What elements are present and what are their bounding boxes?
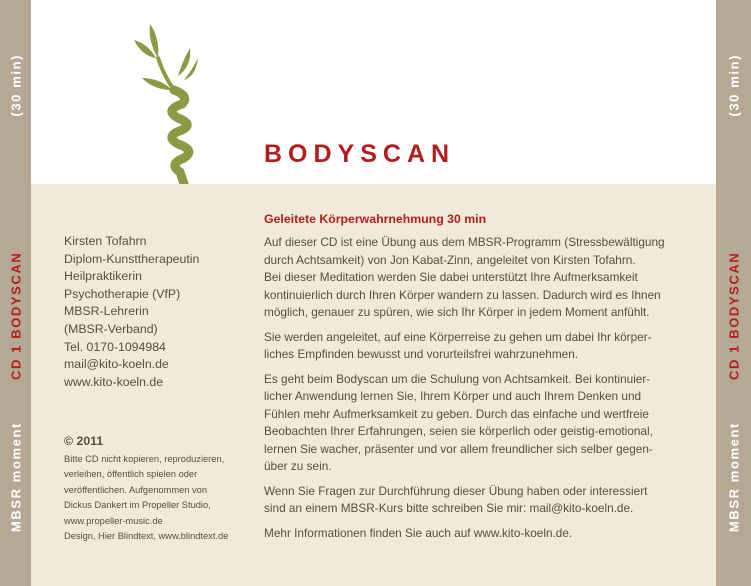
right-spine [716,0,751,586]
paragraph: Es geht beim Bodyscan um die Schulung von Achtsamkeit. Bei kontinuier- licher Anwendung lernen Sie, Ihrem Körper und auch Ihrem Denken und Fühlen mehr Aufmerksamkeit zu geben. Durch das einfache und wertfreie Beobachten Ihrer Erfahrungen, seien sie körperlich oder geistig-emotional, lernen Sie wacher, präsenter und vor allem freundlicher sich selber gegen- über zu sein. [264,371,653,473]
paragraph: Sie werden angeleitet, auf eine Körperreise zu gehen um dabei Ihr körper- liches Empfinden bewusst und vorurteilsfrei wahrzunehmen. [264,329,652,361]
contact-title: Heilpraktikerin [64,269,142,284]
contact-title: (MBSR-Verband) [64,321,158,336]
page-title: BODYSCAN [264,140,456,168]
bamboo-icon [120,18,230,186]
paragraph: Wenn Sie Fragen zur Durchführung dieser Übung haben oder interessiert sind an einem MBSR-Kurs bitte schreiben Sie mir: mail@kito-koeln.de. [264,483,648,515]
left-spine [0,0,31,586]
contact-name: Kirsten Tofahrn [64,234,147,248]
credits: Bitte CD nicht kopieren, reproduzieren, verleihen, öffentlich spielen oder veröffentlichen. Aufgenommen von Dickus Dankert im Propeller Studio, www.propeller-music.de Design, Hier Blindtext, www.blindtext.de [64,454,229,542]
contact-website: www.kito-koeln.de [64,374,164,389]
subtitle: Geleitete Körperwahrnehmung 30 min [264,212,487,226]
right-spine-text [726,54,741,532]
contact-phone: Tel. 0170-1094984 [64,339,166,354]
paragraph: Auf dieser CD ist eine Übung aus dem MBSR-Programm (Stressbewältigung durch Achtsamkeit) von Jon Kabat-Zinn, angeleitet von Kirsten Tofahrn. Bei dieser Meditation werden Sie dabei unterstützt Ihre Aufmerksamkeit kontinuierlich durch Ihren Körper wandern zu lassen. Dadurch wird es Ihnen möglich, genauer zu spüren, wie sich Ihr Körper in jedem Moment anfühlt. [264,235,665,319]
spine-cd-title: CD 1 BODYSCAN [726,251,741,381]
spine-cd-title: CD 1 BODYSCAN [8,251,23,381]
spine-duration: (30 min) [726,53,741,117]
spine-series: MBSR moment [726,422,741,533]
contact-title: MBSR-Lehrerin [64,304,149,319]
copyright: © 2011 [64,434,104,448]
paragraph: Mehr Informationen finden Sie auch auf www.kito-koeln.de. [264,525,573,540]
contact-title: Diplom-Kunsttherapeutin [64,251,200,266]
contact-title: Psychotherapie (VfP) [64,286,181,301]
description [264,210,674,549]
left-spine-text [8,54,23,532]
contact-email: mail@kito-koeln.de [64,357,169,372]
spine-series: MBSR moment [8,422,23,533]
spine-duration: (30 min) [8,53,23,117]
contact-block [64,233,199,391]
